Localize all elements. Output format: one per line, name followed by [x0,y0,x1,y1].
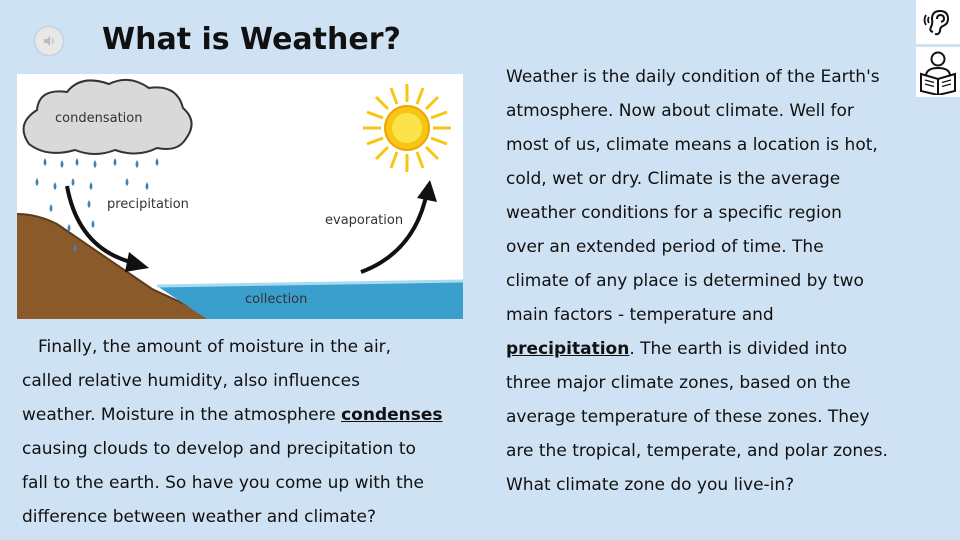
text-line: fall to the earth. So have you come up with the [22,473,424,493]
climate-paragraph [506,60,926,502]
text-segment: . The earth is divided into [629,339,848,359]
humidity-paragraph [22,330,472,534]
text-segment: weather. Moisture in the atmosphere [22,405,342,425]
text-line: climate of any place is determined by two [506,271,864,291]
text-line: are the tropical, temperate, and polar zones. [506,441,888,461]
listen-button[interactable] [916,0,960,44]
page-title: What is Weather? [102,22,401,57]
text-line: over an extended period of time. The [506,237,824,257]
precipitation-label: precipitation [107,197,189,212]
vocab-link-precipitation[interactable]: precipitation [506,339,630,359]
text-line: cold, wet or dry. Climate is the average [506,169,841,189]
text-line [22,398,472,432]
text-line [506,332,926,366]
evaporation-label: evaporation [325,213,404,228]
text-line: average temperature of these zones. They [506,407,870,427]
ear-listen-icon [921,5,955,39]
text-line: difference between weather and climate? [22,507,377,527]
text-line: causing clouds to develop and precipitation to [22,439,416,459]
text-line: most of us, climate means a location is hot, [506,135,878,155]
text-line: called relative humidity, also influences [22,371,360,391]
text-line: main factors - temperature and [506,305,774,325]
collection-label: collection [245,292,308,307]
audio-play-button[interactable] [35,27,63,55]
text-line: atmosphere. Now about climate. Well for [506,101,854,121]
text-line: What climate zone do you live-in? [506,475,795,495]
text-line: Weather is the daily condition of the Earth's [506,67,880,87]
text-line: weather conditions for a specific region [506,203,842,223]
sun [363,84,451,172]
text-line: Finally, the amount of moisture in the air, [38,337,392,357]
condensation-label: condensation [55,111,143,126]
water-cycle-diagram [17,74,463,319]
text-line: three major climate zones, based on the [506,373,851,393]
evaporation-arrow [361,192,427,272]
speaker-icon [42,34,56,48]
vocab-link-condenses[interactable]: condenses [341,405,443,425]
